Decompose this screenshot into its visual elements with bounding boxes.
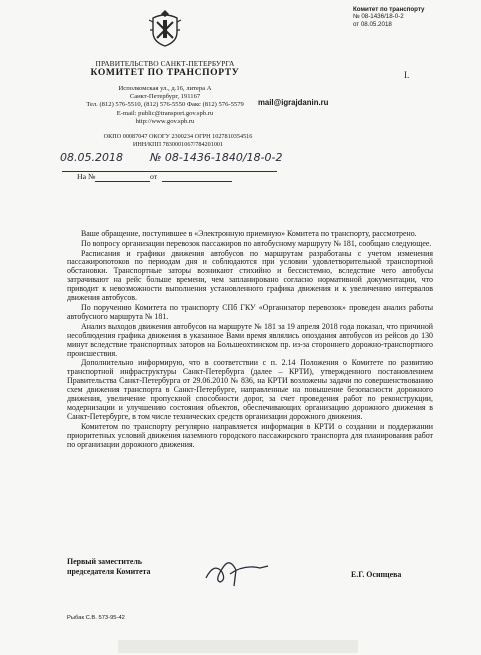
reply-to-number-label: На №: [77, 172, 96, 181]
address-line-1: Исполкомская ул., д.16, литера А: [118, 85, 212, 92]
government-name: ПРАВИТЕЛЬСТВО САНКТ-ПЕТЕРБУРГА: [95, 59, 235, 68]
reply-to-number-line: [95, 181, 150, 182]
inn-line: ИНН/КПП 7830001067/784201001: [132, 140, 224, 148]
paragraph: По поручению Комитета по транспорту СПб ГКУ «Организатор перевозок» проведен анализ работы автобусного маршрута № 181.: [67, 303, 433, 321]
paragraph: Дополнительно информирую, что в соответствии с п. 2.14 Положения о Комитете по развитию транспортной инфраструктуры Санкт-Петербурга (далее – КРТИ), утвержденного постановлением Правительства Санкт-Петербурга от 29.06.2010 № 836, на КРТИ возложены задачи по совершенствованию схем движения транспорта в Санкт-Петербурге, направленные на повышение безопасности дорожного движения, увеличение пропускной способности дорог, за счет проведения работ по реконструкции, модернизации и улучшению состояния объектов, обеспечивающих организацию дорожного движения в Санкт-Петербурге, в том числе технических средств организации дорожного движения.: [67, 358, 433, 422]
stamp-org: Комитет по транспорту: [353, 6, 425, 13]
address-line-2: Санкт-Петербург, 191167: [129, 93, 201, 101]
paragraph: Ваше обращение, поступившее в «Электронную приемную» Комитета по транспорту, рассмотрено.: [81, 229, 417, 238]
handwritten-signature-icon: [200, 552, 272, 592]
letter-body: [67, 230, 433, 450]
email-line: E-mail: public@transport.gov.spb.ru: [116, 109, 214, 117]
org-codes: [78, 133, 278, 148]
okpo-line: ОКПО 00087047 ОКОГУ 2300234 ОГРН 1027810354516: [103, 133, 253, 140]
committee-address: [60, 85, 270, 126]
registration-number: № 08-1436-1840/18-0-2: [150, 151, 283, 164]
coat-of-arms-icon: [147, 8, 183, 48]
reply-to-date-label: от: [150, 172, 158, 181]
position-line-2: председателя Комитета: [67, 567, 151, 576]
registration-stamp: [353, 6, 473, 28]
phones-line: Тел. (812) 576-5510, (812) 576-5550 Факс (812) 576-5579: [86, 101, 244, 109]
stamp-date: от 08.05.2018: [353, 20, 392, 28]
registration-date: 08.05.2018: [60, 151, 123, 164]
paragraph: По вопросу организации перевозок пассажиров по автобусному маршруту № 181, сообщаю следующее.: [81, 238, 432, 248]
corner-mark: I.: [404, 70, 410, 80]
executor-line: Рыбак С.В. 573-95-42: [67, 615, 125, 621]
committee-name: КОМИТЕТ ПО ТРАНСПОРТУ: [90, 67, 240, 78]
scan-bottom-band: [118, 640, 358, 653]
reply-to-date-line: [162, 181, 232, 182]
recipient-email: mail@igrajdanin.ru: [258, 98, 329, 107]
paragraph: Комитетом по транспорту регулярно направляется информация в КРТИ о создании и поддержании приоритетных условий движения наземного городского пассажирского транспорта для планирования работ по организации дорожного движения.: [67, 421, 433, 449]
paragraph: Анализ выходов движения автобусов на маршруте № 181 за 19 апреля 2018 года показал, что причиной несоблюдения графика движения в указанное Вами время являлись опоздания автобусов из рейсов до 130 минут вследствие транспортных заторов на Большеохтинском пр. из-за стороннего дорожно-транспортного происшествия.: [67, 321, 433, 358]
site-line: http://www.gov.spb.ru: [135, 117, 195, 125]
position-line-1: Первый заместитель: [67, 557, 142, 566]
stamp-number: № 08-1436/18-0-2: [353, 13, 404, 21]
paragraph: Расписания и графики движения автобусов по маршрутам разработаны с учетом изменения пассажиропотоков по периодам дня и соблюдаются при условии удовлетворительной транспортной обстановки. Транспортные заторы возникают стихийно и бессистемно, вследствие чего автобусы затрачивают на рейс больше времени, чем запланировано согласно нормативной документации, что приводит к невозможности выполнения установленного графика движения и к увеличению интервалов движения автобусов.: [67, 248, 433, 303]
signatory-name: Е.Г. Осипцева: [351, 570, 402, 579]
signatory-position: [67, 557, 150, 577]
